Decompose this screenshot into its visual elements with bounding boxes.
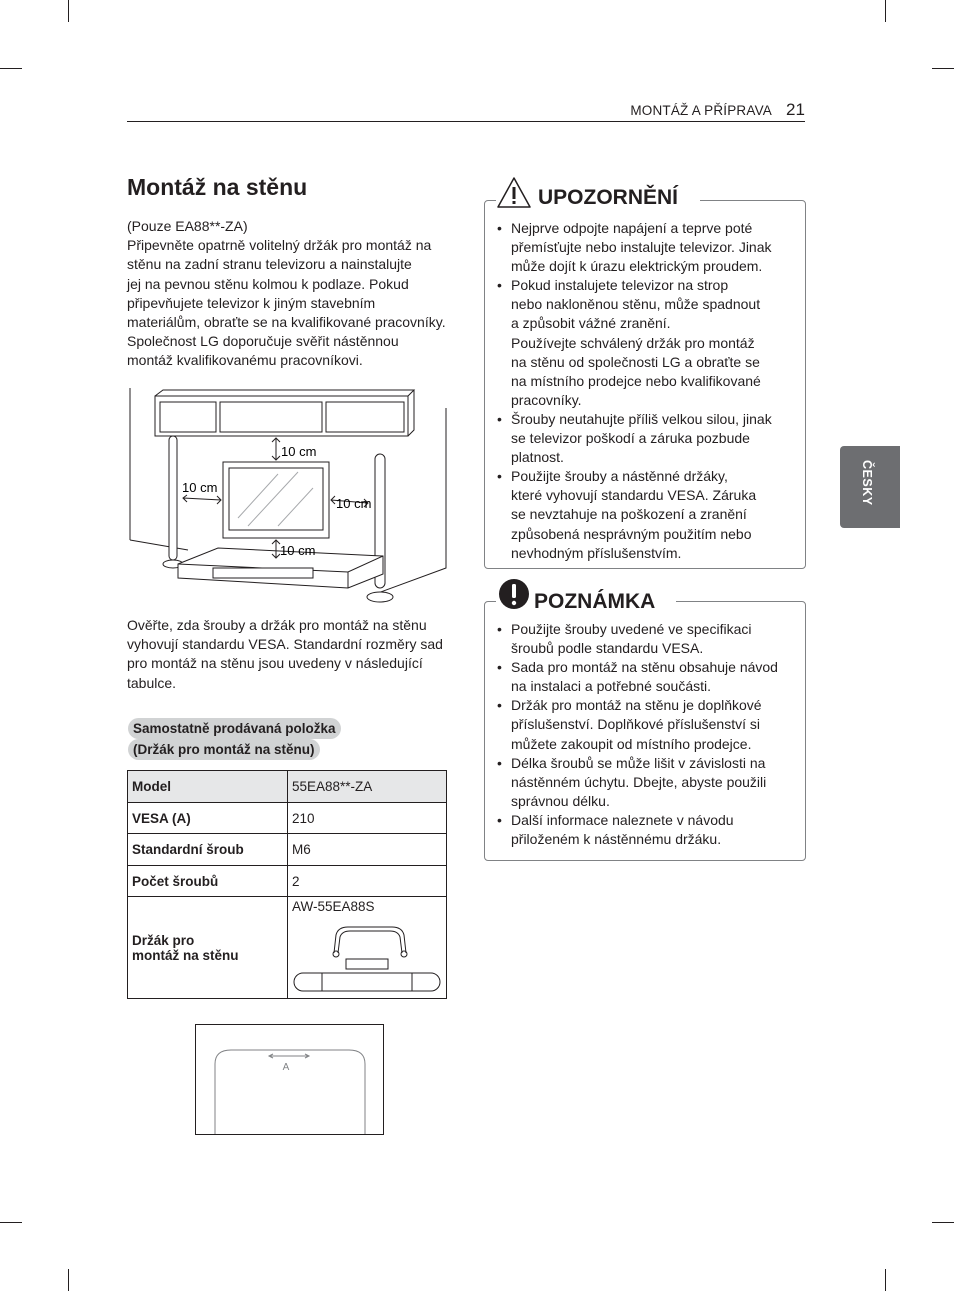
bracket-model: AW-55EA88S (292, 899, 375, 914)
vesa-paragraph (127, 616, 457, 693)
clearance-label-right: 10 cm (336, 496, 372, 511)
caution-line: které vyhovují standardu VESA. Záruka (511, 487, 757, 504)
crop-mark (885, 0, 886, 22)
caution-line: • Nejprve odpojte napájení a teprve poté (511, 220, 753, 236)
caution-line: a způsobit vážné zranění. (511, 315, 671, 332)
vesa-line: tabulce. (127, 674, 177, 691)
vesa-line: vyhovují standardu VESA. Standardní rozměry sad (127, 636, 443, 653)
table-value: 55EA88**-ZA (288, 771, 447, 803)
note-line: přiloženém k nástěnnému držáku. (511, 831, 722, 848)
caution-line: platnost. (511, 449, 564, 466)
note-item (497, 696, 797, 753)
caution-line: • Šrouby neutahujte příliš velkou silou, jinak (511, 410, 772, 427)
intro-line: stěnu na zadní stranu televizoru a nainstalujte (127, 256, 412, 273)
note-line: nástěnném úchytu. Dbejte, abyste použili (511, 773, 767, 790)
caution-item (497, 219, 787, 276)
caution-line: může dojít k úrazu elektrickým proudem. (511, 258, 763, 275)
caution-line: způsobená nesprávným použitím nebo (511, 525, 752, 542)
table-value: 210 (288, 803, 447, 834)
intro-line: Společnost LG doporučuje svěřit nástěnnou (127, 333, 399, 350)
note-line: příslušenství. Doplňkové příslušenství si (511, 716, 760, 733)
language-tab (840, 446, 900, 528)
note-line: • Použijte šrouby uvedené ve specifikaci (511, 621, 752, 637)
intro-line: materiálům, obraťte se na kvalifikované pracovníky. (127, 314, 446, 331)
caution-line: • Použijte šrouby a nástěnné držáky, (511, 468, 728, 485)
clearance-label-left: 10 cm (182, 480, 218, 495)
caution-line: nevhodným příslušenstvím. (511, 544, 682, 561)
tv-back-vesa-diagram (195, 1024, 385, 1136)
caution-item (497, 410, 787, 467)
caution-line: se nevztahuje na poškození a zranění (511, 506, 747, 523)
caution-item (497, 467, 787, 562)
intro-line: Připevněte opatrně volitelný držák pro montáž na (127, 237, 432, 254)
note-line: šroubů podle standardu VESA. (511, 640, 704, 657)
caution-line: přemísťujte nebo instalujte televizor. Jinak (511, 239, 772, 256)
language-tab-label: ČESKY (860, 460, 874, 506)
bracket-label: (Držák pro montáž na stěnu) (128, 739, 320, 760)
table-value (288, 897, 447, 999)
warning-triangle-icon (496, 176, 532, 210)
intro-line: jej na pevnou stěnu kolmou k podlaze. Pokud (127, 275, 409, 292)
note-line: můžete zakoupit od místního prodejce. (511, 735, 752, 752)
table-row (128, 866, 447, 897)
caution-line: na místního prodejce nebo kvalifikované (511, 372, 761, 389)
crop-mark (68, 1269, 69, 1291)
table-key: Počet šroubů (128, 866, 288, 897)
crop-mark (885, 1269, 886, 1291)
note-title: POZNÁMKA (534, 590, 656, 613)
crop-mark (932, 1222, 954, 1223)
note-line: • Sada pro montáž na stěnu obsahuje návod (511, 659, 778, 676)
caution-line: na stěnu od společnosti LG a obraťte se (511, 353, 760, 370)
table-value: M6 (288, 834, 447, 866)
table-row (128, 834, 447, 866)
page-title: Montáž na stěnu (127, 174, 308, 200)
intro-line: připevňujete televizor k jiným stavebním (127, 294, 376, 311)
intro-line: (Pouze EA88**-ZA) (127, 218, 248, 234)
intro-line: montáž kvalifikovanému pracovníkovi. (127, 352, 363, 369)
table-key: VESA (A) (128, 803, 288, 834)
header-rule (127, 121, 805, 122)
caution-line: nebo nakloněnou stěnu, může spadnout (511, 296, 761, 313)
note-line: na instalaci a potřebné součásti. (511, 678, 712, 695)
spec-table (127, 770, 447, 999)
table-row (128, 803, 447, 834)
table-row (128, 897, 447, 999)
table-row (128, 771, 447, 803)
crop-mark (932, 68, 954, 69)
note-list (497, 620, 797, 849)
table-key: Model (128, 771, 288, 803)
note-line: • Další informace naleznete v návodu (511, 811, 734, 828)
vesa-line: pro montáž na stěnu jsou uvedeny v následující (127, 655, 423, 672)
note-line: správnou délku. (511, 792, 610, 809)
caution-item (497, 276, 787, 410)
caution-line: pracovníky. (511, 391, 582, 408)
page-number: 21 (786, 100, 805, 119)
table-key (128, 897, 288, 999)
exclamation-circle-icon (498, 578, 530, 610)
clearance-label-top: 10 cm (281, 444, 317, 459)
note-line: • Délka šroubů se může lišit v závislosti na (511, 754, 766, 771)
sold-separately-label: Samostatně prodávaná položka (128, 718, 341, 739)
vesa-line: Ověřte, zda šrouby a držák pro montáž na stěnu (127, 617, 427, 633)
note-header (496, 578, 676, 618)
intro-paragraph (127, 217, 457, 371)
note-item (497, 811, 797, 849)
bracket-key-line: Držák pro (132, 932, 195, 948)
caution-list (497, 219, 787, 563)
note-item (497, 754, 797, 811)
section-header: MONTÁŽ A PŘÍPRAVA (630, 103, 772, 118)
caution-header (496, 176, 700, 216)
crop-mark (68, 0, 69, 22)
caution-line: Používejte schválený držák pro montáž (511, 334, 755, 351)
vesa-dimension-label: A (282, 1062, 290, 1073)
table-value: 2 (288, 866, 447, 897)
clearance-label-bottom: 10 cm (280, 543, 316, 558)
note-line: • Držák pro montáž na stěnu je doplňkové (511, 697, 762, 714)
note-item (497, 620, 797, 658)
crop-mark (0, 68, 22, 69)
caution-line: se televizor poškodí a záruka pozbude (511, 430, 750, 447)
bracket-illustration (292, 921, 442, 995)
caution-title: UPOZORNĚNÍ (538, 186, 679, 209)
caution-line: • Pokud instalujete televizor na strop (511, 277, 729, 294)
table-key: Standardní šroub (128, 834, 288, 866)
note-item (497, 658, 797, 696)
bracket-key-line: montáž na stěnu (132, 947, 239, 963)
crop-mark (0, 1222, 22, 1223)
wall-mount-clearance-illustration (128, 388, 450, 610)
